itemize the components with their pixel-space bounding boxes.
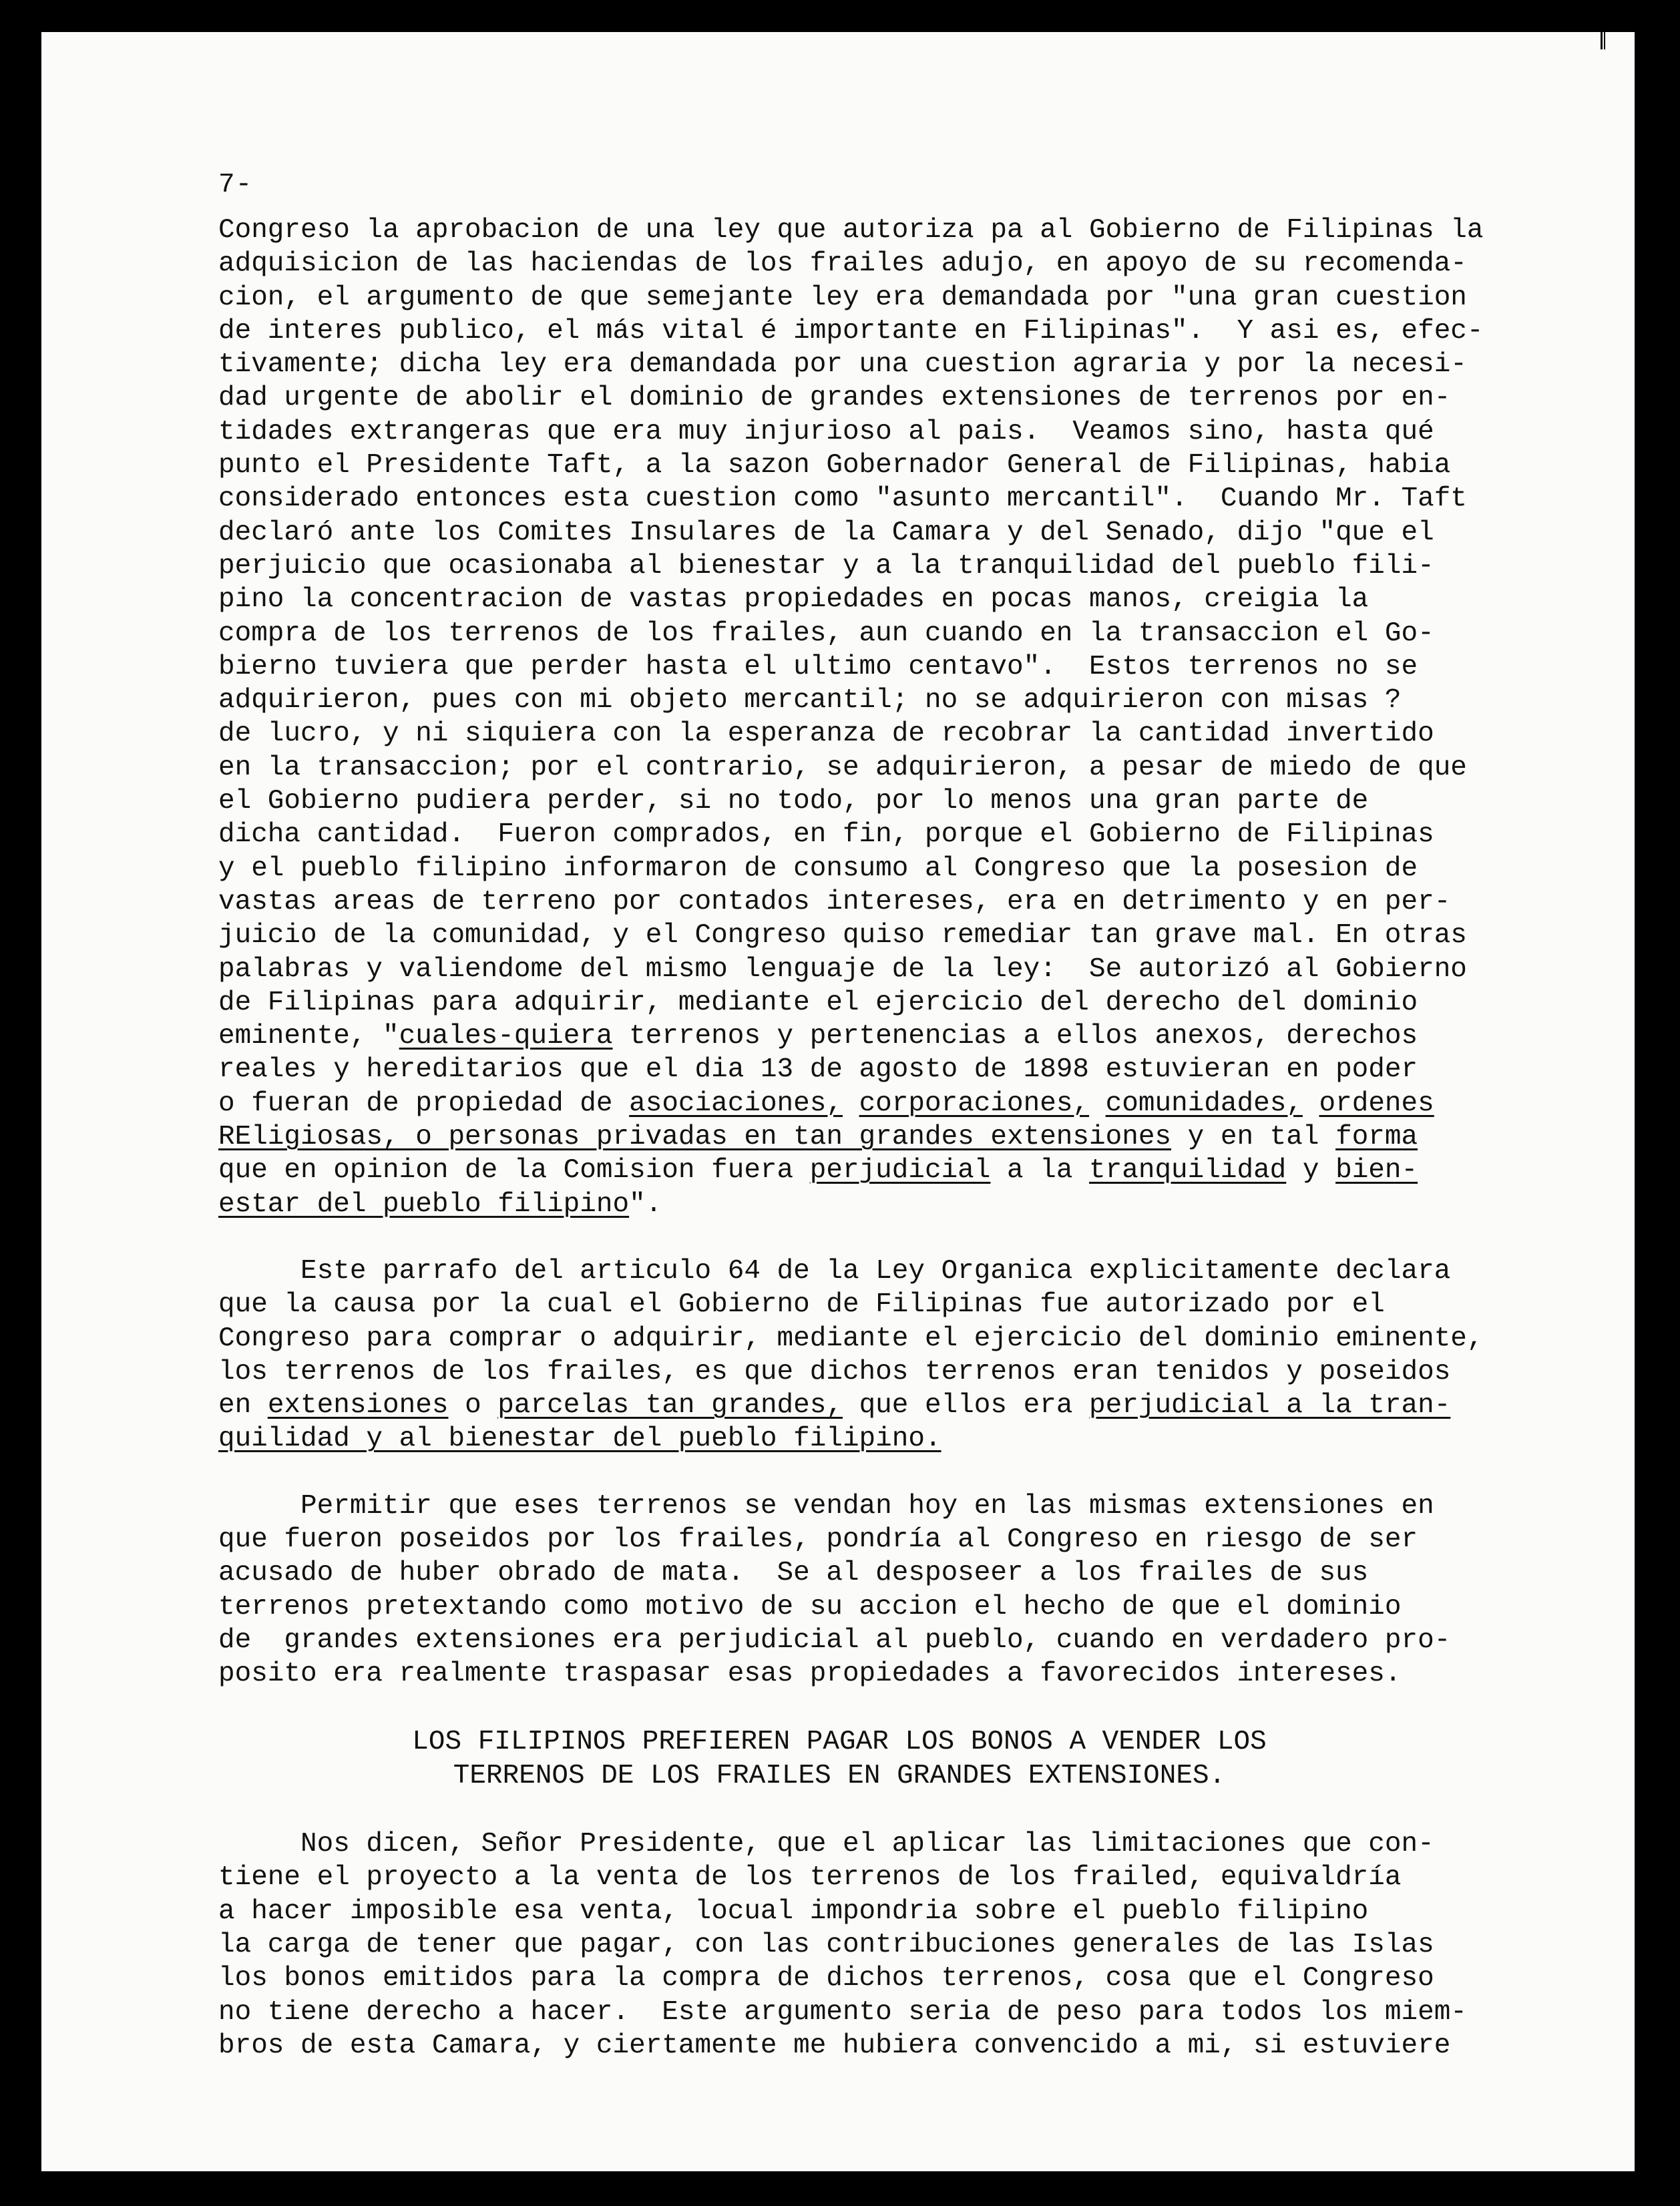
corner-mark	[1601, 32, 1603, 49]
text-line: Congreso la aprobacion de una ley que autoriza pa al Gobierno de Filipinas la	[218, 215, 1484, 246]
text-line: Congreso para comprar o adquirir, mediante el ejercicio del dominio eminente,	[218, 1323, 1484, 1354]
text-line: acusado de huber obrado de mata. Se al desposeer a los frailes de sus	[218, 1558, 1369, 1589]
text-line: perjuicio que ocasionaba al bienestar y a la tranquilidad del pueblo fili-	[218, 550, 1434, 582]
text-line: vastas areas de terreno por contados intereses, era en detrimento y en per-	[218, 886, 1451, 917]
section-heading	[218, 1725, 1460, 1793]
text-line: estar del pueblo filipino".	[218, 1188, 662, 1220]
text-line: adquisicion de las haciendas de los frailes adujo, en apoyo de su recomenda-	[218, 248, 1467, 280]
text-line: compra de los terrenos de los frailes, aun cuando en la transaccion el Go-	[218, 618, 1434, 649]
text-line: cion, el argumento de que semejante ley era demandada por "una gran cuestion	[218, 282, 1467, 313]
text-line: TERRENOS DE LOS FRAILES EN GRANDES EXTENSIONES.	[453, 1760, 1226, 1791]
paragraph-3	[218, 1490, 1554, 1691]
document-body	[218, 214, 1554, 2062]
text-line: de interes publico, el más vital é importante en Filipinas". Y asi es, efec-	[218, 315, 1484, 347]
text-line: que en opinion de la Comision fuera perjudicial a la tranquilidad y bien-	[218, 1155, 1418, 1186]
text-line: Este parrafo del articulo 64 de la Ley Organica explicitamente declara	[218, 1255, 1451, 1287]
text-line: pino la concentracion de vastas propiedades en pocas manos, creigia la	[218, 584, 1369, 616]
text-line: de lucro, y ni siquiera con la esperanza de recobrar la cantidad invertido	[218, 718, 1434, 750]
page-number: 7-	[218, 170, 253, 200]
text-line: terrenos pretextando como motivo de su accion el hecho de que el dominio	[218, 1591, 1402, 1622]
text-line: tivamente; dicha ley era demandada por una cuestion agraria y por la necesi-	[218, 349, 1467, 381]
text-line: punto el Presidente Taft, a la sazon Gobernador General de Filipinas, habia	[218, 450, 1451, 481]
text-line: en extensiones o parcelas tan grandes, que ellos era perjudicial a la tran-	[218, 1390, 1451, 1421]
paragraph-1	[218, 214, 1554, 1221]
text-line: dad urgente de abolir el dominio de grandes extensiones de terrenos por en-	[218, 383, 1451, 414]
text-line: considerado entonces esta cuestion como "asunto mercantil". Cuando Mr. Taft	[218, 483, 1467, 515]
text-line: tidades extrangeras que era muy injurioso al pais. Veamos sino, hasta qué	[218, 416, 1434, 447]
paragraph-4	[218, 1827, 1554, 2062]
text-line: eminente, "cuales-quiera terrenos y pertenencias a ellos anexos, derechos	[218, 1021, 1418, 1052]
text-line: a hacer imposible esa venta, locual impondria sobre el pueblo filipino	[218, 1896, 1369, 1927]
text-line: LOS FILIPINOS PREFIEREN PAGAR LOS BONOS A VENDER LOS	[412, 1727, 1267, 1758]
text-line: reales y hereditarios que el dia 13 de agosto de 1898 estuvieran en poder	[218, 1054, 1418, 1086]
text-line: Permitir que eses terrenos se vendan hoy en las mismas extensiones en	[218, 1490, 1434, 1522]
text-line: que la causa por la cual el Gobierno de Filipinas fue autorizado por el	[218, 1289, 1385, 1321]
text-line: y el pueblo filipino informaron de consumo al Congreso que la posesion de	[218, 853, 1418, 884]
text-line: Nos dicen, Señor Presidente, que el aplicar las limitaciones que con-	[218, 1829, 1434, 1860]
text-line: bros de esta Camara, y ciertamente me hubiera convencido a mi, si estuviere	[218, 2030, 1451, 2061]
text-line: los bonos emitidos para la compra de dichos terrenos, cosa que el Congreso	[218, 1963, 1434, 1994]
text-line: o fueran de propiedad de asociaciones, corporaciones, comunidades, ordenes	[218, 1088, 1434, 1119]
text-line: el Gobierno pudiera perder, si no todo, por lo menos una gran parte de	[218, 786, 1369, 817]
text-line: bierno tuviera que perder hasta el ultimo centavo". Estos terrenos no se	[218, 651, 1418, 682]
text-line: no tiene derecho a hacer. Este argumento seria de peso para todos los miem-	[218, 1996, 1467, 2028]
text-line: tiene el proyecto a la venta de los terrenos de los frailed, equivaldría	[218, 1862, 1402, 1894]
text-line: en la transaccion; por el contrario, se adquirieron, a pesar de miedo de que	[218, 752, 1467, 783]
text-line: de grandes extensiones era perjudicial al pueblo, cuando en verdadero pro-	[218, 1624, 1451, 1656]
text-line: de Filipinas para adquirir, mediante el ejercicio del derecho del dominio	[218, 987, 1418, 1018]
corner-mark	[1604, 32, 1605, 49]
text-line: declaró ante los Comites Insulares de la Camara y del Senado, dijo "que el	[218, 517, 1434, 548]
text-line: adquirieron, pues con mi objeto mercantil; no se adquirieron con misas ?	[218, 685, 1402, 716]
text-line: posito era realmente traspasar esas propiedades a favorecidos intereses.	[218, 1659, 1402, 1690]
text-line: que fueron poseidos por los frailes, pondría al Congreso en riesgo de ser	[218, 1524, 1418, 1555]
text-line: dicha cantidad. Fueron comprados, en fin, porque el Gobierno de Filipinas	[218, 819, 1434, 851]
text-line: juicio de la comunidad, y el Congreso quiso remediar tan grave mal. En otras	[218, 920, 1467, 951]
text-line: quilidad y al bienestar del pueblo filipino.	[218, 1423, 941, 1455]
document-page	[41, 32, 1635, 2171]
paragraph-2	[218, 1255, 1554, 1456]
text-line: REligiosas, o personas privadas en tan grandes extensiones y en tal forma	[218, 1122, 1418, 1153]
text-line: palabras y valiendome del mismo lenguaje de la ley: Se autorizó al Gobierno	[218, 953, 1467, 985]
text-line: la carga de tener que pagar, con las contribuciones generales de las Islas	[218, 1929, 1434, 1960]
text-line: los terrenos de los frailes, es que dichos terrenos eran tenidos y poseidos	[218, 1356, 1451, 1387]
